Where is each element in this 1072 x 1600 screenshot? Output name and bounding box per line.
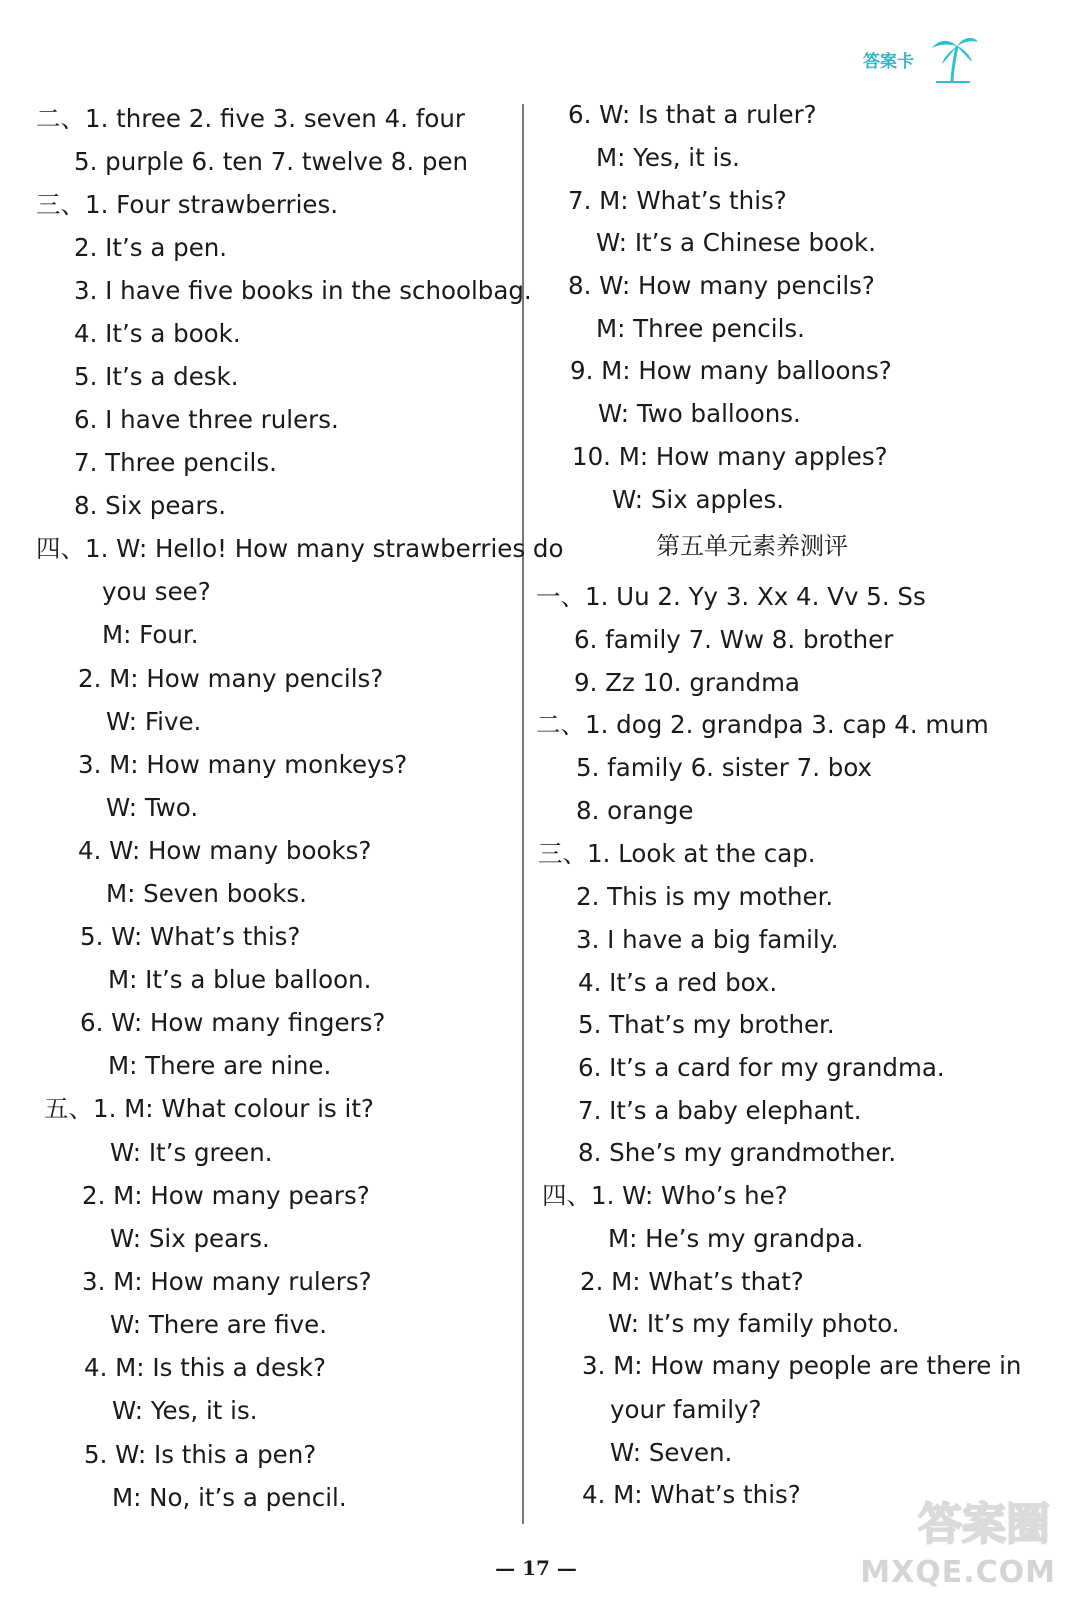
answer-line: 7. Three pencils.	[74, 448, 277, 477]
column-divider	[522, 104, 524, 1524]
page-number: — 17 —	[495, 1556, 577, 1580]
answer-line: M: It’s a blue balloon.	[108, 965, 372, 994]
answer-line: you see?	[102, 577, 211, 606]
answer-line: 5. family 6. sister 7. box	[576, 753, 873, 782]
watermark-cn: 答案圈	[918, 1499, 1050, 1550]
answer-line: 9. M: How many balloons?	[570, 356, 892, 385]
answer-line: 三、1. Look at the cap.	[538, 839, 816, 868]
answer-line: M: Four.	[102, 620, 199, 649]
answer-line: 7. It’s a baby elephant.	[578, 1096, 862, 1125]
answer-line: 10. M: How many apples?	[572, 442, 888, 471]
answer-line: 五、1. M: What colour is it?	[44, 1094, 374, 1123]
answer-line: 二、1. three 2. five 3. seven 4. four	[36, 104, 465, 133]
answer-line: 2. M: How many pears?	[82, 1181, 370, 1210]
palm-tree-icon	[926, 32, 980, 86]
section-title: 第五单元素养测评	[656, 532, 848, 560]
answer-line: 4. It’s a red box.	[578, 968, 778, 997]
answer-line: 3. M: How many monkeys?	[78, 750, 408, 779]
answer-line: 7. M: What’s this?	[568, 186, 787, 215]
answer-line: W: There are five.	[110, 1310, 327, 1339]
answer-line: 3. I have a big family.	[576, 925, 839, 954]
answer-line: 2. It’s a pen.	[74, 233, 228, 262]
answer-line: W: It’s a Chinese book.	[596, 228, 876, 257]
answer-line: 6. W: How many fingers?	[80, 1008, 386, 1037]
watermark-url: MXQE.COM	[860, 1555, 1056, 1590]
answer-line: W: Six pears.	[110, 1224, 270, 1253]
answer-line: 8. orange	[576, 796, 694, 825]
answer-line: W: Two balloons.	[598, 399, 801, 428]
answer-line: 三、1. Four strawberries.	[36, 190, 339, 219]
answer-line: 6. W: Is that a ruler?	[568, 100, 817, 129]
answer-card-label: 答案卡	[863, 51, 914, 72]
answer-line: 四、1. W: Hello! How many strawberries do	[36, 534, 564, 563]
page-header	[863, 32, 980, 86]
answer-line: W: Yes, it is.	[112, 1396, 258, 1425]
answer-line: 6. family 7. Ww 8. brother	[574, 625, 894, 654]
answer-line: 4. It’s a book.	[74, 319, 241, 348]
answer-line: 4. M: Is this a desk?	[84, 1353, 326, 1382]
answer-line: 3. M: How many people are there in	[582, 1351, 1022, 1380]
answer-line: W: Two.	[106, 793, 199, 822]
answer-line: 3. M: How many rulers?	[82, 1267, 372, 1296]
answer-line: your family?	[610, 1395, 762, 1424]
answer-line: 4. M: What’s this?	[582, 1480, 801, 1509]
answer-line: W: It’s green.	[110, 1138, 273, 1167]
answer-line: 5. W: Is this a pen?	[84, 1440, 317, 1469]
answer-line: W: It’s my family photo.	[608, 1309, 900, 1338]
answer-line: 6. It’s a card for my grandma.	[578, 1053, 945, 1082]
answer-line: 8. W: How many pencils?	[568, 271, 875, 300]
answer-line: 2. This is my mother.	[576, 882, 834, 911]
answer-line: M: Yes, it is.	[596, 143, 740, 172]
answer-line: M: Three pencils.	[596, 314, 805, 343]
answer-line: 2. M: How many pencils?	[78, 664, 384, 693]
answer-line: 二、1. dog 2. grandpa 3. cap 4. mum	[536, 710, 989, 739]
answer-line: 5. purple 6. ten 7. twelve 8. pen	[74, 147, 469, 176]
answer-line: 2. M: What’s that?	[580, 1267, 804, 1296]
answer-line: 8. She’s my grandmother.	[578, 1138, 897, 1167]
answer-line: 四、1. W: Who’s he?	[542, 1181, 788, 1210]
answer-line: M: Seven books.	[106, 879, 307, 908]
answer-line: 5. That’s my brother.	[578, 1010, 835, 1039]
answer-line: 6. I have three rulers.	[74, 405, 339, 434]
answer-line: M: He’s my grandpa.	[608, 1224, 864, 1253]
answer-line: 3. I have five books in the schoolbag.	[74, 276, 532, 305]
answer-line: 5. It’s a desk.	[74, 362, 239, 391]
answer-line: 5. W: What’s this?	[80, 922, 301, 951]
answer-line: 4. W: How many books?	[78, 836, 372, 865]
answer-line: 一、1. Uu 2. Yy 3. Xx 4. Vv 5. Ss	[536, 582, 926, 611]
answer-line: 9. Zz 10. grandma	[574, 668, 800, 697]
answer-line: M: No, it’s a pencil.	[112, 1483, 347, 1512]
answer-line: 8. Six pears.	[74, 491, 227, 520]
answer-line: W: Seven.	[610, 1438, 733, 1467]
watermark-logo	[860, 1499, 1066, 1596]
answer-line: W: Six apples.	[612, 485, 785, 514]
answer-line: W: Five.	[106, 707, 202, 736]
answer-line: M: There are nine.	[108, 1051, 332, 1080]
